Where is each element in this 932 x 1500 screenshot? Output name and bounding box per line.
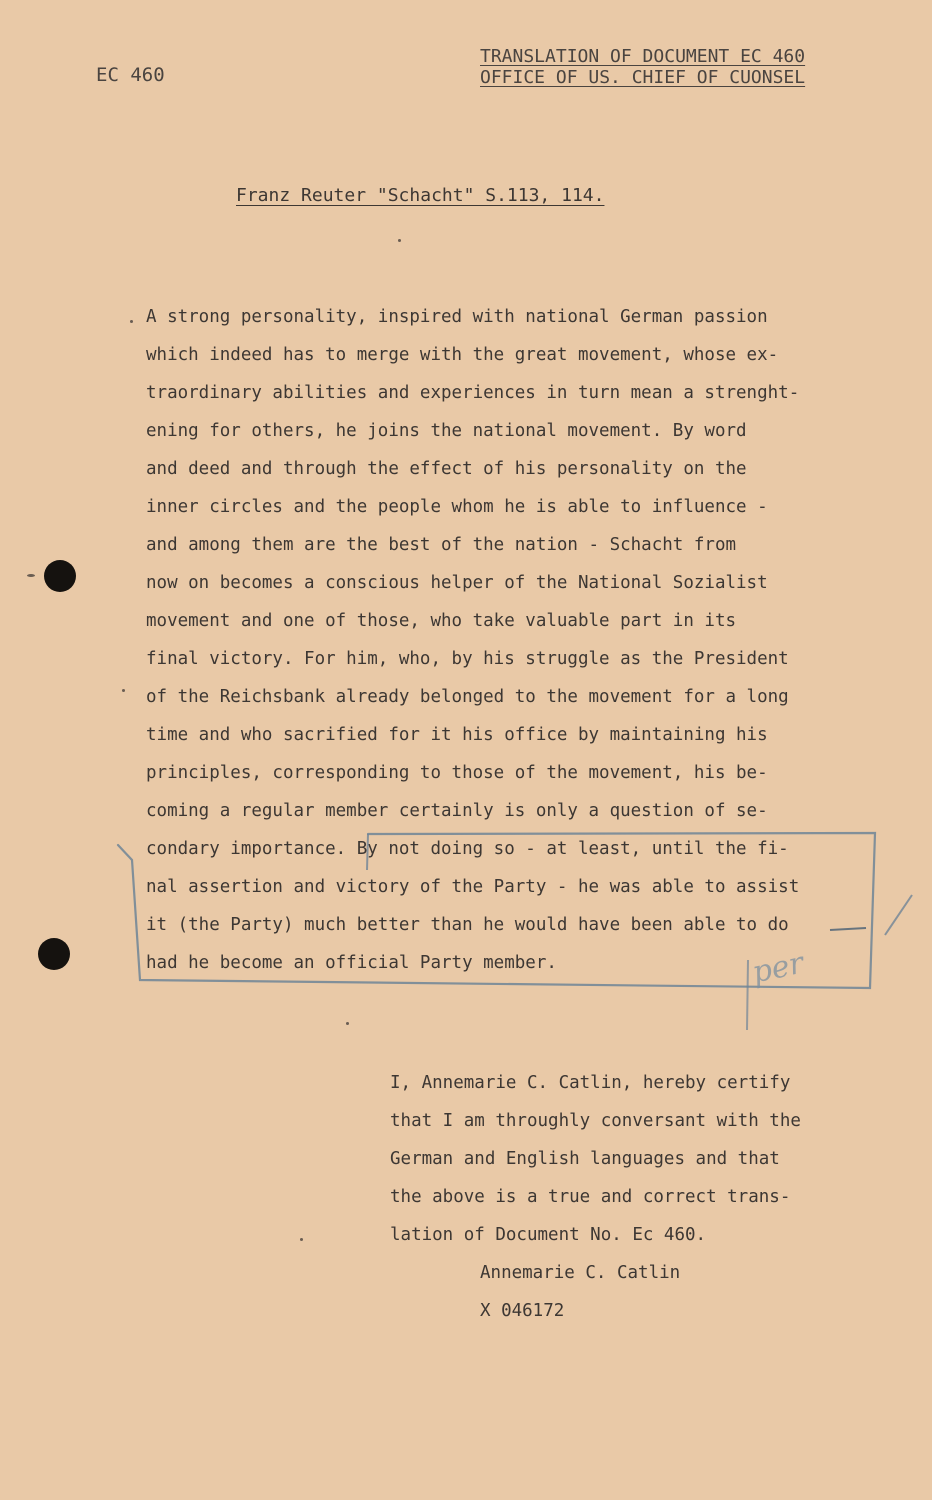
paper-speck [300,1238,303,1241]
paper-speck [27,574,35,577]
serial-number: X 046172 [480,1301,565,1321]
body-line: and deed and through the effect of his personality on the [146,459,747,479]
pencil-stroke-vertical [747,960,748,1030]
body-line: inner circles and the people whom he is able to influence - [146,497,768,517]
body-line: it (the Party) much better than he would have been able to do [146,915,789,935]
pencil-tick [885,895,912,935]
paper-speck [130,320,133,323]
body-line: movement and one of those, who take valuable part in its [146,611,737,631]
body-line: condary importance. By not doing so - at least, until the fi- [146,839,789,859]
paper-speck [398,239,401,242]
signature: Annemarie C. Catlin [480,1263,681,1283]
punch-hole [38,938,70,970]
body-line: which indeed has to merge with the great movement, whose ex- [146,345,779,365]
body-line: coming a regular member certainly is only a question of se- [146,801,768,821]
handwritten-note: per [749,945,807,991]
pencil-strike [830,928,866,930]
paper-speck [346,1022,349,1025]
body-line: final victory. For him, who, by his struggle as the President [146,649,789,669]
office-heading: OFFICE OF US. CHIEF OF CUONSEL [480,67,806,88]
body-line: nal assertion and victory of the Party - he was able to assist [146,877,800,897]
body-line: time and who sacrified for it his office by maintaining his [146,725,768,745]
certification-line: that I am throughly conversant with the [390,1111,801,1131]
pencil-bracket-left [367,834,368,870]
body-line: of the Reichsbank already belonged to the movement for a long [146,687,789,707]
certification-block [390,1064,801,1330]
body-line: ening for others, he joins the national movement. By word [146,421,747,441]
certification-line: the above is a true and correct trans- [390,1187,791,1207]
certification-line: I, Annemarie C. Catlin, hereby certify [390,1073,791,1093]
body-line: had he become an official Party member. [146,953,557,973]
translation-heading: TRANSLATION OF DOCUMENT EC 460 [480,46,806,67]
body-line: principles, corresponding to those of the movement, his be- [146,763,768,783]
body-line: and among them are the best of the nation - Schacht from [146,535,737,555]
document-code: EC 460 [96,64,165,86]
certification-line: German and English languages and that [390,1149,780,1169]
paper-speck [122,689,125,692]
body-line: now on becomes a conscious helper of the National Sozialist [146,573,768,593]
document-title: Franz Reuter "Schacht" S.113, 114. [236,185,605,206]
certification-line: lation of Document No. Ec 460. [390,1225,707,1245]
body-line: A strong personality, inspired with national German passion [146,307,768,327]
punch-hole [44,560,76,592]
body-line: traordinary abilities and experiences in turn mean a strenght- [146,383,800,403]
